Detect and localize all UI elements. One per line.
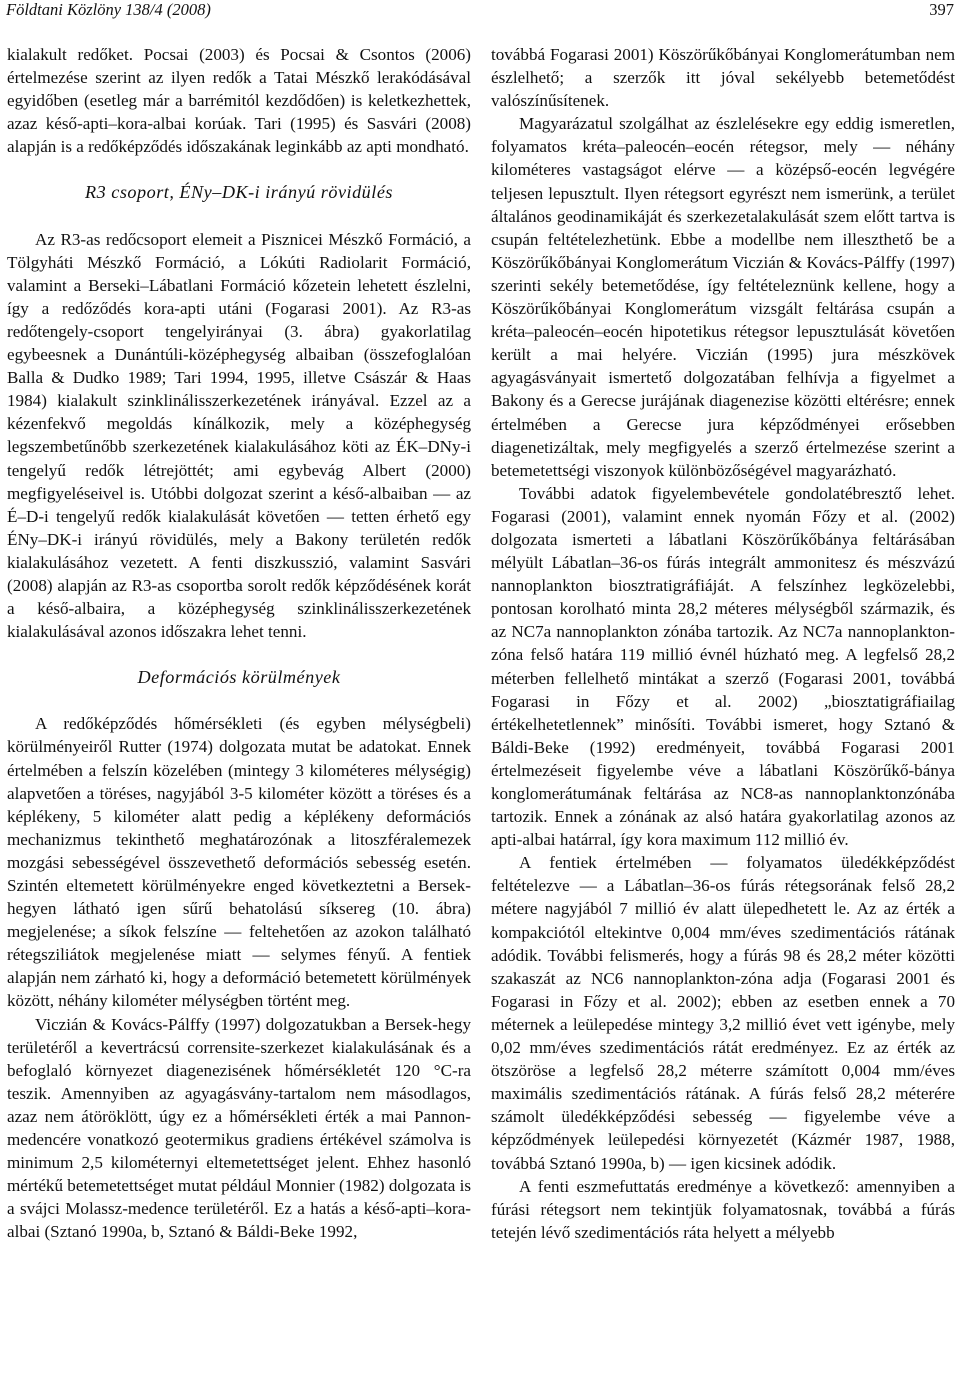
paragraph: A fentiek értelmében — folyamatos üledékképződést feltételezve — a Lábatlan–36-os fúrás rétegsorának felső 28,2 métere nagyjából 7 millió év alatt ülepedhetett le. Az az érték a kompakciótól eltekintve 0,004 mm/éves szedimentációs rátának adódik. További felismerés, hogy a fúrás 98 és 28,2 méter közötti szakaszát az NC6 nannoplankton-zóna adja (Fogarasi 2001 és Fogarasi in Főzy et al. 2002); ebben az esetben ennek a 70 méternek a leülepedése mintegy 3,2 millió évet vett igénybe, mely 0,02 mm/éves szedimentációs rátát eredményez. Ez az érték az ötszöröse a legfelső 28,2 méterre számított 0,004 mm/éves maximális szedimentációs rátának. A fúrás felső 28,2 méterére számolt üledékképződési sebesség — figyelembe véve a képződmények leülepedési környezetét (Kázmér 1987, 1988, továbbá Sztanó 1990a, b) — igen kicsinek adódik. xyxy=(491,853,955,1173)
paragraph: A redőképződés hőmérsékleti (és egyben mélységbeli) körülményeiről Rutter (1974) dolgozata mutat be adatokat. Ennek értelmében a felszín közelében (mintegy 3 kilométeres mélységig) alapvetően a töréses, nagyjából 3-5 kilométer között a töréses és a képlékeny, 5 kilométer alatt pedig a képlékeny deformációs mechanizmus tekinthető meghatározónak a litoszféralemezek mozgási sebességével összevethető deformációs sebesség esetén. Szintén eltemetett körülményekre enged következtetni a Bersek-hegyen látható igen sűrű behatolású síksereg (10. ábra) megjelenése; a síkok felszíne — feltehetően az azokon található rétegsziliátok megjelenése miatt — selymes fényű. A fentiek alapján nem zárható ki, hogy a deformáció betemetett körülmények között, néhány kilométer mélységben történt meg. xyxy=(7,714,471,1011)
paragraph: Az R3-as redőcsoport elemeit a Pisznicei Mészkő Formáció, a Tölgyháti Mészkő Formáció, a Lókúti Radiolarit Formáció, valamint a Berseki–Lábatlani Formáció kőzetein lehetett észlelni, így a redőződés kora-apti utáni (Fogarasi 2001). Az R3-as redőtengely-csoport tengelyirányai (3. ábra) gyakorlatilag egybeesnek a Dunántúli-középhegység albaiban (összefoglalóan Balla & Dudko 1989; Tari 1994, 1995, illetve Császár & Haas 1984) kialakult szinklinálisszerkezetének irányával. Ezzel az a kézenfekvő megoldás kínálkozik, mely a középhegység legszembetűnőbb szerkezetének kialakulásához köti az ÉK–DNy-i tengelyű redők létrejöttét; ami egybevág Albert (2000) megfigyeléseivel is. Utóbbi dolgozat szerint a késő-albaiban — az É–D-i tengelyű redők kialakulását követően — tetten érhető egy ÉNy–DK-i irányú rövidülés, mely a Bakony területén redők kialakulásához vezetett. A fenti diszkusszió, valamint Sasvári (2008) alapján az R3-as csoportba sorolt redők képződésének korát a késő-albaira, a középhegység szinklinálisszerkezetének kialakulásával azonos időszakra lehet tenni. xyxy=(7,229,471,642)
left-column xyxy=(7,43,471,1244)
paragraph: A fenti eszmefuttatás eredménye a következő: amennyiben a fúrási rétegsort nem tekintjük folyamatosnak, továbbá a fúrás tetején lévő szedimentációs ráta helyett a mélyebb xyxy=(491,1176,955,1242)
paragraph: Viczián & Kovács-Pálffy (1997) dolgozatukban a Bersek-hegy területéről a kevertrácsú corrensite-szerkezet kialakulásának és a befoglaló környezet diagenezisének hőmérsékletét 120 °C-ra teszik. Amennyiben az agyagásvány-tartalom nem másodlagos, azaz nem átöröklött, úgy ez a hőmérsékleti érték a mai Pannon-medencére vonatkozó geotermikus gradiens értékével számolva is minimum 2,5 kilométernyi eltemetettséget jelent. Ehhez hasonló mértékű betemetettséget mutat például Monnier (1982) dolgozata is a svájci Molassz-medence területéről. Ez a hatás a késő-apti–kora-albai (Sztanó 1990a, b, Sztanó & Báldi-Beke 1992, xyxy=(7,1014,471,1242)
right-column xyxy=(491,43,955,1244)
section-heading-deformation: Deformációs körülmények xyxy=(137,667,341,688)
section-heading-r3: R3 csoport, ÉNy–DK-i irányú rövidülés xyxy=(85,182,393,203)
page-number: 397 xyxy=(929,0,954,19)
paragraph: továbbá Fogarasi 2001) Köszörűkőbányai Konglomerátumban nem észlelhető; a szerzők itt jóval sekélyebb betemetődést valószínűsítenek. xyxy=(491,45,955,111)
running-header xyxy=(6,0,954,26)
paragraph: További adatok figyelembevétele gondolatébresztő lehet. Fogarasi (2001), valamint ennek nyomán Főzy et al. (2002) dolgozata ismerteti a lábatlani Köszörűkőbánya feltárásában mélyült Lábatlan–36-os fúrás integrált ammonitesz és mészvázú nannoplankton biosztratigráfiáját. A felszínhez legközelebbi, pontosan korolható minta 28,2 méteres mélységből származik, és az NC7a nannoplankton zónába tartozik. Az NC7a nannoplankton-zóna felső határa 119 millió évnél húzható meg. A legfelső 28,2 méterben fellelhető mintákat a szerző (Fogarasi 2001, továbbá Fogarasi in Főzy et al. 2002) „biosztatigráfiailag értékelhetetlennek” minősíti. További ismeret, hogy Sztanó & Báldi-Beke (1992) eredményeit, továbbá Fogarasi 2001 értelmezéseit figyelembe véve a lábatlani Köszörűkő-bánya konglomerátumának feltárása az NC8-as nannoplanktonzónába tartozik. Ennek a zónának az alsó határa gyakorlatilag azonos az apti-albai határral, így kora maximum 112 millió év. xyxy=(491,483,955,850)
journal-citation: Földtani Közlöny 138/4 (2008) xyxy=(6,0,211,19)
paragraph: Magyarázatul szolgálhat az észlelésekre egy eddig ismeretlen, folyamatos kréta–paleocén–eocén rétegsor, mely — néhány kilométeres vastagságot elérve — a középső-eocén legvégére teljesen lepusztult. Ilyen rétegsort egyrészt nem ismerünk, a terület általános geodinamikáját és szerkezetalakulását szem előtt tartva is csupán feltételezhetünk. Ebbe a modellbe nem illeszthető be a Köszörűkőbányai Konglomerátum Viczián & Kovács-Pálffy (1997) szerinti sekély betemetődése, így feltételeznünk kellene, hogy a Köszörűkőbányai Konglomerátum vizsgált feltárása csupán a kréta–paleocén–eocén hipotetikus rétegsor lepusztulását követően került a mai helyére. Viczián (1995) jura mészkövek agyagásványait ismertető dolgozatában felhívja a figyelmet a Bakony és a Gerecse jurájának diagenezise közötti eltérésre; ennek értelmében a Gerecse jura képződményei erősebben diagenetizáltak, mely megfigyelés a szerző értelmezése szerint a betemetettségi viszonyok különbözőségével magyarázható. xyxy=(491,114,955,480)
paragraph: kialakult redőket. Pocsai (2003) és Pocsai & Csontos (2006) értelmezése szerint az ilyen redők a Tatai Mészkő lerakódásával egyidőben (esetleg már a barrémitól kezdődően) is keletkezhettek, azaz késő-apti–kora-albai korúak. Tari (1995) és Sasvári (2008) alapján is a redőképződés időszakának leginkább az apti mondható. xyxy=(7,45,471,157)
